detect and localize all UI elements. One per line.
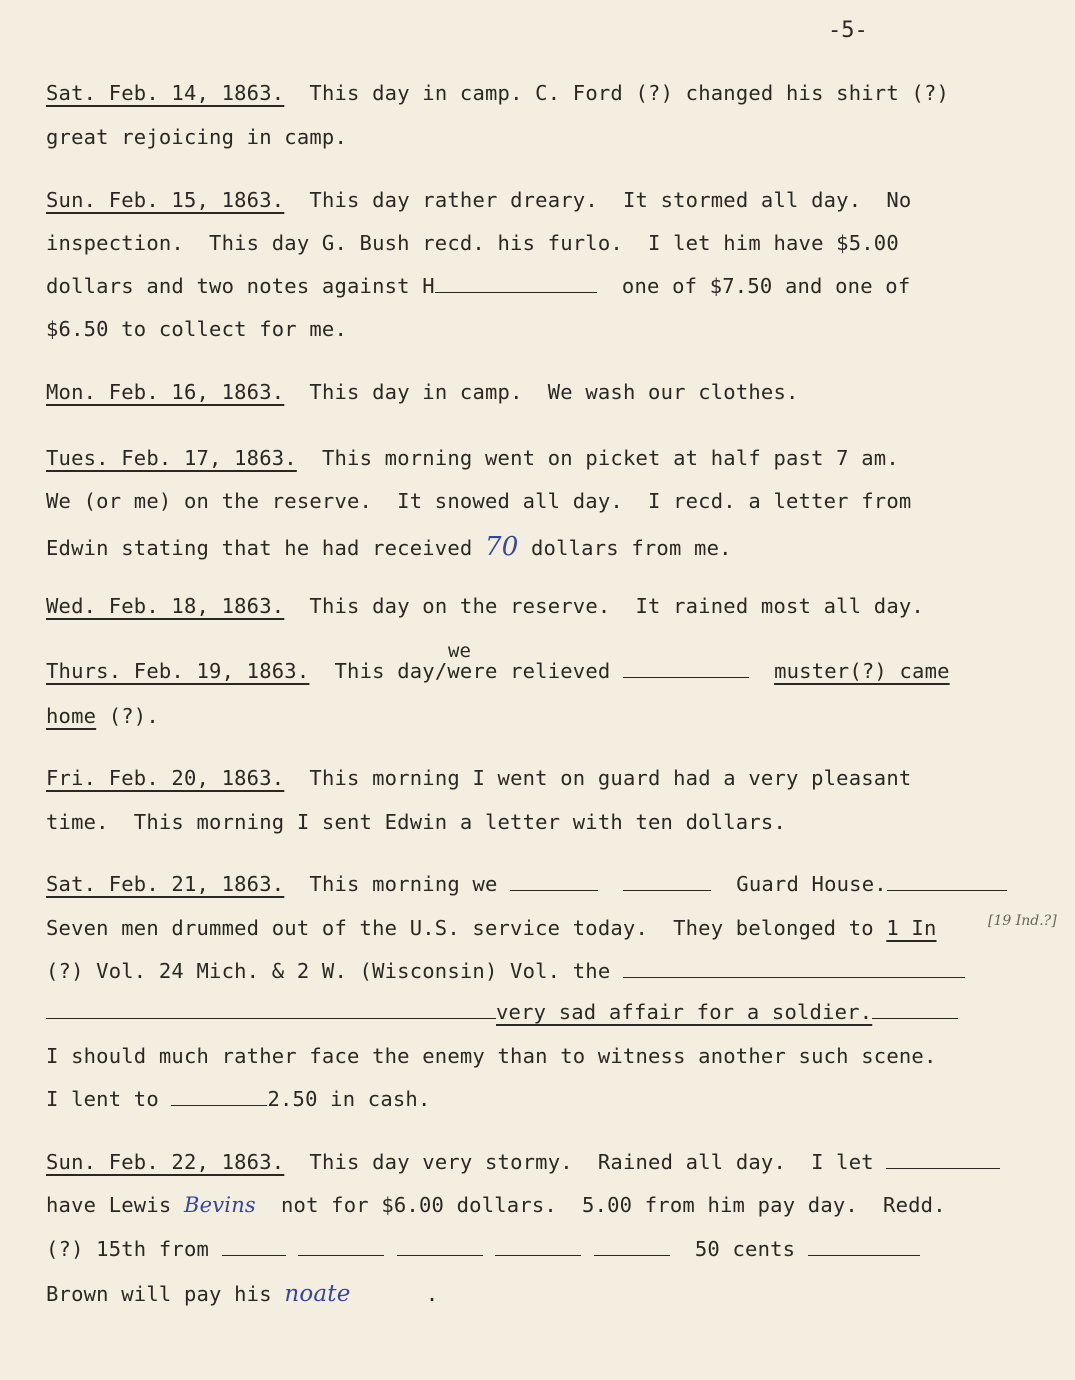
entry-line [46, 810, 786, 834]
entry-line [46, 594, 924, 618]
entry-date: Tues. Feb. 17, 1863. [46, 446, 297, 470]
entry-text: (?). [108, 704, 159, 728]
blank-line [887, 876, 1007, 891]
blank-line [594, 1241, 670, 1256]
entry-line [46, 125, 347, 149]
blank-line [435, 278, 597, 293]
entry-line [46, 1193, 946, 1217]
blank-line [510, 876, 598, 891]
entry-line [46, 1044, 937, 1068]
entry-text: This day rather dreary. It stormed all day. No [309, 188, 912, 212]
entry-text: inspection. This day G. Bush recd. his furlo. I let him have $5.00 [46, 231, 899, 255]
blank-line [886, 1154, 1000, 1169]
blank-line [623, 663, 749, 678]
entry-text: Edwin stating that he had received [46, 536, 473, 560]
blank-line [623, 876, 711, 891]
entry-date: Wed. Feb. 18, 1863. [46, 594, 285, 618]
entry-line [46, 1150, 1000, 1174]
blank-line [46, 1004, 496, 1019]
blank-line [495, 1241, 581, 1256]
entry-text: I should much rather face the enemy than to witness another such scene. [46, 1044, 937, 1068]
handwritten-word: noate [284, 1281, 351, 1307]
blank-line [298, 1241, 384, 1256]
entry-text: have Lewis [46, 1193, 172, 1217]
entry-text: This day on the reserve. It rained most all day. [309, 594, 924, 618]
entry-text: This day in camp. C. Ford (?) changed his shirt (?) [309, 81, 950, 105]
entry-line [46, 489, 911, 513]
handwritten-amount: 70 [484, 532, 519, 562]
entry-text: This day in camp. We wash our clothes. [309, 380, 799, 404]
entry-date: Sun. Feb. 15, 1863. [46, 188, 285, 212]
entry-line [46, 446, 899, 470]
entry-text: time. This morning I sent Edwin a letter with ten dollars. [46, 810, 786, 834]
entry-date: Mon. Feb. 16, 1863. [46, 380, 285, 404]
entry-text: (?) 15th from [46, 1237, 210, 1261]
blank-line [171, 1091, 267, 1106]
entry-line [46, 1281, 438, 1307]
page-number: -5- [828, 18, 868, 43]
entry-text: This morning I went on guard had a very pleasant [309, 766, 912, 790]
handwritten-name: Bevins [183, 1193, 256, 1217]
entry-text: dollars and two notes against H [46, 274, 435, 298]
entry-text: not for $6.00 dollars. 5.00 from him pay day. Redd. [281, 1193, 946, 1217]
entry-text: We (or me) on the reserve. It snowed all day. I recd. a letter from [46, 489, 912, 513]
entry-text: This morning went on picket at half past 7 am. [321, 446, 899, 470]
entry-line [46, 766, 911, 790]
entry-text: This morning we [309, 872, 498, 896]
entry-line [46, 274, 910, 298]
insertion-above: we [448, 640, 471, 662]
entry-text: This day very stormy. Rained all day. I let [309, 1150, 874, 1174]
entry-text: dollars from me. [531, 536, 732, 560]
blank-line [808, 1241, 920, 1256]
entry-line [46, 380, 799, 404]
entry-line [46, 704, 159, 728]
entry-line [46, 1237, 920, 1261]
margin-annotation: [19 Ind.?] [988, 913, 1057, 929]
entry-line [46, 1087, 430, 1111]
entry-text: (?) Vol. 24 Mich. & 2 W. (Wisconsin) Vol. the [46, 959, 611, 983]
entry-text: . [425, 1282, 439, 1306]
entry-text: I lent to [46, 1087, 159, 1111]
blank-line [623, 963, 965, 978]
blank-line [222, 1241, 286, 1256]
entry-text-underlined: very sad affair for a soldier. [496, 1000, 873, 1024]
entry-line [46, 1000, 958, 1024]
entry-line [46, 81, 949, 105]
entry-text-underlined: 1 In [886, 916, 937, 940]
entry-text: one of $7.50 and one of [621, 274, 911, 298]
entry-line [46, 188, 911, 212]
entry-date: Sun. Feb. 22, 1863. [46, 1150, 285, 1174]
entry-date: Sat. Feb. 14, 1863. [46, 81, 285, 105]
entry-line [46, 317, 347, 341]
entry-line [46, 916, 937, 940]
entry-text: Guard House. [736, 872, 887, 896]
entry-line [46, 872, 1007, 896]
entry-line [46, 659, 950, 683]
entry-text: Brown will pay his [46, 1282, 272, 1306]
entry-text-underlined: home [46, 704, 97, 728]
entry-date: Thurs. Feb. 19, 1863. [46, 659, 310, 683]
entry-text: great rejoicing in camp. [46, 125, 348, 149]
entry-line [46, 532, 732, 562]
entry-date: Fri. Feb. 20, 1863. [46, 766, 285, 790]
entry-text: $6.50 to collect for me. [46, 317, 348, 341]
entry-line [46, 959, 965, 983]
entry-text: Seven men drummed out of the U.S. service today. They belonged to [46, 916, 874, 940]
entry-text-underlined: muster(?) came [774, 659, 950, 683]
entry-text: 50 cents [694, 1237, 796, 1261]
entry-text: This day/were relieved [334, 659, 611, 683]
blank-line [397, 1241, 483, 1256]
blank-line [872, 1004, 958, 1019]
entry-text: 2.50 in cash. [267, 1087, 431, 1111]
entry-date: Sat. Feb. 21, 1863. [46, 872, 285, 896]
entry-line [46, 231, 899, 255]
